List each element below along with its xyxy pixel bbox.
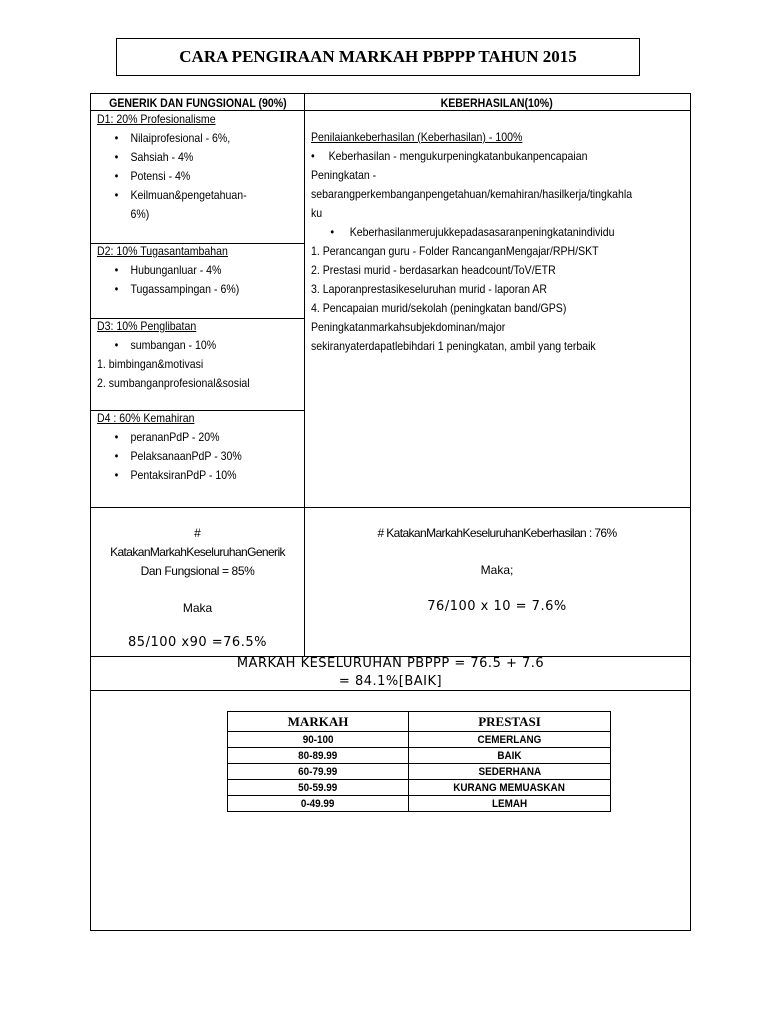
table-cell: SEDERHANA	[409, 764, 611, 780]
table-row	[228, 796, 611, 812]
table-cell: 80-89.99	[228, 748, 409, 764]
list-item: 2. Prestasi murid - berdasarkan headcount/ToV/ETR	[311, 263, 556, 277]
column-header: MARKAH	[228, 712, 409, 732]
table-row	[228, 732, 611, 748]
divider	[91, 507, 690, 508]
calc-text: KatakanMarkahKeseluruhanGenerik	[110, 545, 285, 559]
column-header: PRESTASI	[409, 712, 611, 732]
total-line: MARKAH KESELURUHAN PBPPP = 76.5 + 7.6	[236, 656, 545, 671]
section-keberhasilan	[311, 128, 632, 356]
section-d1	[97, 110, 247, 224]
text-line: Peningkatanmarkahsubjekdominan/major	[311, 320, 506, 334]
list-item: • Tugassampingan - 6%)	[108, 280, 240, 299]
total-score	[91, 655, 690, 691]
list-item: 3. Laporanprestasikeseluruhan murid - laporan AR	[311, 282, 547, 296]
list-item: • perananPdP - 20%	[108, 428, 242, 447]
page-title: CARA PENGIRAAN MARKAH PBPPP TAHUN 2015	[116, 38, 640, 76]
table-cell: 50-59.99	[228, 780, 409, 796]
d3-heading: D3: 10% Penglibatan	[97, 319, 197, 333]
list-item: 1. Perancangan guru - Folder RancanganMengajar/RPH/SKT	[311, 244, 599, 258]
list-item: • Keberhasilan - mengukurpeningkatanbukanpencapaian	[311, 149, 588, 163]
calc-keberhasilan	[305, 524, 689, 617]
table-cell: KURANG MEMUASKAN	[409, 780, 611, 796]
formula-keberhasilan: 76/100 x 10 = 7.6%	[427, 599, 567, 614]
maka-label: Maka	[182, 601, 213, 615]
total-line: = 84.1%[BAIK]	[338, 674, 443, 689]
calc-text: # KatakanMarkahKeseluruhanKeberhasilan : 76%	[377, 526, 617, 540]
table-cell: LEMAH	[409, 796, 611, 812]
grade-table	[227, 711, 611, 812]
table-cell: CEMERLANG	[409, 732, 611, 748]
table-row	[228, 780, 611, 796]
table-cell: 60-79.99	[228, 764, 409, 780]
calc-text: Dan Fungsional = 85%	[140, 564, 255, 578]
hash-mark: #	[194, 526, 201, 540]
keberhasilan-heading: Penilaiankeberhasilan (Keberhasilan) - 100%	[311, 130, 523, 144]
list-item: 1. bimbingan&motivasi	[97, 357, 204, 371]
list-item: • Sahsiah - 4%	[108, 148, 247, 167]
table-row	[228, 748, 611, 764]
table-cell: BAIK	[409, 748, 611, 764]
list-item: • PelaksanaanPdP - 30%	[108, 447, 242, 466]
section-d2	[97, 242, 239, 299]
table-header-row	[228, 712, 611, 732]
d1-continuation: 6%)	[130, 207, 150, 221]
text-line: Peningkatan -	[311, 168, 377, 182]
d1-heading: D1: 20% Profesionalisme	[97, 112, 216, 126]
list-item: • Potensi - 4%	[108, 167, 247, 186]
maka-label: Maka;	[480, 563, 514, 577]
list-item: • PentaksiranPdP - 10%	[108, 466, 242, 485]
list-item: 4. Pencapaian murid/sekolah (peningkatan band/GPS)	[311, 301, 567, 315]
calc-generik	[91, 524, 304, 653]
text-line: sekiranyaterdapatlebihdari 1 peningkatan, ambil yang terbaik	[311, 339, 596, 353]
list-item: • Nilaiprofesional - 6%,	[108, 129, 247, 148]
list-item: • Keberhasilanmerujukkepadasasaranpeningkatanindividu	[330, 225, 615, 239]
text-line: sebarangperkembanganpengetahuan/kemahiran/hasilkerja/tingkahla	[311, 187, 633, 201]
table-cell: 0-49.99	[228, 796, 409, 812]
list-item: • Keilmuan&pengetahuan-	[108, 186, 247, 205]
text-line: ku	[311, 206, 323, 220]
list-item: • sumbangan - 10%	[108, 336, 250, 355]
list-item: • Hubunganluar - 4%	[108, 261, 240, 280]
header-generik: GENERIK DAN FUNGSIONAL (90%)	[108, 96, 287, 110]
formula-generik: 85/100 x90 =76.5%	[128, 635, 267, 650]
d2-heading: D2: 10% Tugasantambahan	[97, 244, 228, 258]
table-row	[228, 764, 611, 780]
d4-heading: D4 : 60% Kemahiran	[97, 411, 195, 425]
section-d3	[97, 317, 250, 393]
section-d4	[97, 409, 242, 485]
list-item: 2. sumbanganprofesional&sosial	[97, 376, 250, 390]
header-keberhasilan: KEBERHASILAN(10%)	[440, 96, 554, 110]
table-cell: 90-100	[228, 732, 409, 748]
